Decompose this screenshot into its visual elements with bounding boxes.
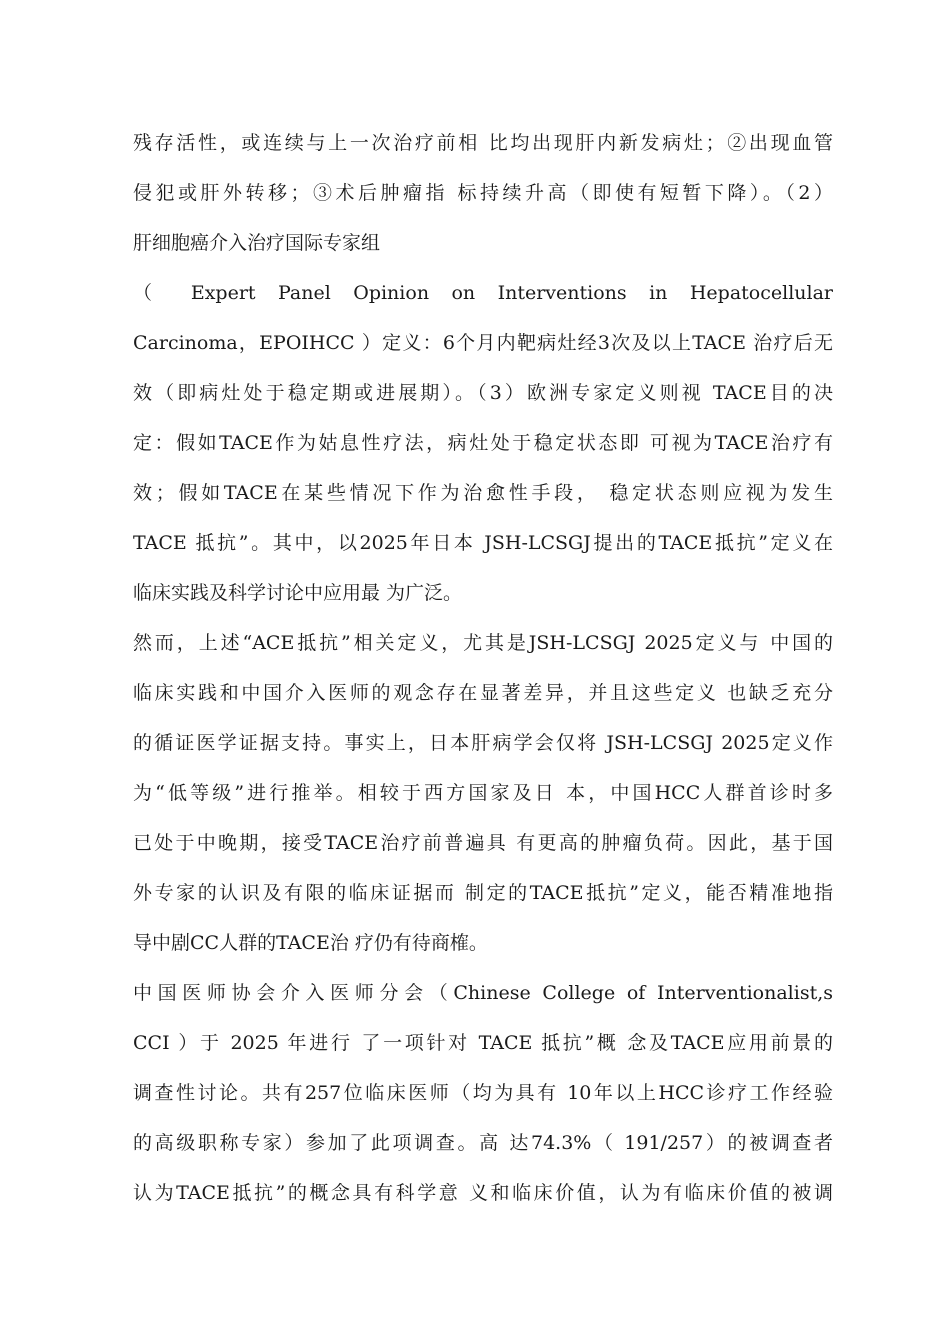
- text-line: 效（即病灶处于稳定期或进展期）。（3）欧洲专家定义则视 TACE目的决: [133, 382, 833, 404]
- body-text: [133, 118, 833, 1218]
- text-line: 调查性讨论。共有257位临床医师（均为具有 10年以上HCC诊疗工作经验: [133, 1082, 833, 1104]
- text-line: 外专家的认识及有限的临床证据而 制定的TACE抵抗”定义，能否精准地指: [133, 882, 833, 904]
- text-line: （ Expert Panel Opinion on Interventions in Hepatocellular: [133, 282, 833, 304]
- text-line: 为“低等级”进行推举。相较于西方国家及日 本，中国HCC人群首诊时多: [133, 782, 833, 804]
- text-line: 残存活性，或连续与上一次治疗前相 比均出现肝内新发病灶；②出现血管: [133, 132, 833, 154]
- text-line: 效；假如TACE在某些情况下作为治愈性手段， 稳定状态则应视为发生: [133, 482, 833, 504]
- text-line: 然而，上述“ACE抵抗”相关定义，尤其是JSH-LCSGJ 2025定义与 中国的: [133, 632, 833, 654]
- text-line: 侵犯或肝外转移；③术后肿瘤指 标持续升高（即使有短暂下降）。（2）: [133, 182, 833, 204]
- text-line: 定：假如TACE作为姑息性疗法，病灶处于稳定状态即 可视为TACE治疗有: [133, 432, 833, 454]
- text-line: 认为TACE抵抗”的概念具有科学意 义和临床价值，认为有临床价值的被调: [133, 1182, 833, 1204]
- text-line: CCI ）于 2025 年进行 了一项针对 TACE 抵抗”概 念及TACE应用前景的: [133, 1032, 833, 1054]
- text-line: TACE 抵抗”。其中，以2025年日本 JSH-LCSGJ提出的TACE抵抗”定义在: [133, 532, 833, 554]
- text-line: 导中剧CC人群的TACE治 疗仍有待商榷。: [133, 932, 488, 954]
- text-line: 的循证医学证据支持。事实上，日本肝病学会仅将 JSH-LCSGJ 2025定义作: [133, 732, 833, 754]
- text-line: 的高级职称专家）参加了此项调查。高 达74.3%（ 191/257）的被调查者: [133, 1132, 833, 1154]
- text-line: 已处于中晚期，接受TACE治疗前普遍具 有更高的肿瘤负荷。因此，基于国: [133, 832, 833, 854]
- text-line: 中国医师协会介入医师分会（Chinese College of Interventionalist,s: [133, 982, 833, 1004]
- text-line: Carcinoma，EPOIHCC ）定义：6个月内靶病灶经3次及以上TACE 治疗后无: [133, 332, 833, 354]
- text-line: 临床实践及科学讨论中应用最 为广泛。: [133, 582, 463, 604]
- text-line: 肝细胞癌介入治疗国际专家组: [133, 232, 381, 254]
- text-line: 临床实践和中国介入医师的观念存在显著差异，并且这些定义 也缺乏充分: [133, 682, 833, 704]
